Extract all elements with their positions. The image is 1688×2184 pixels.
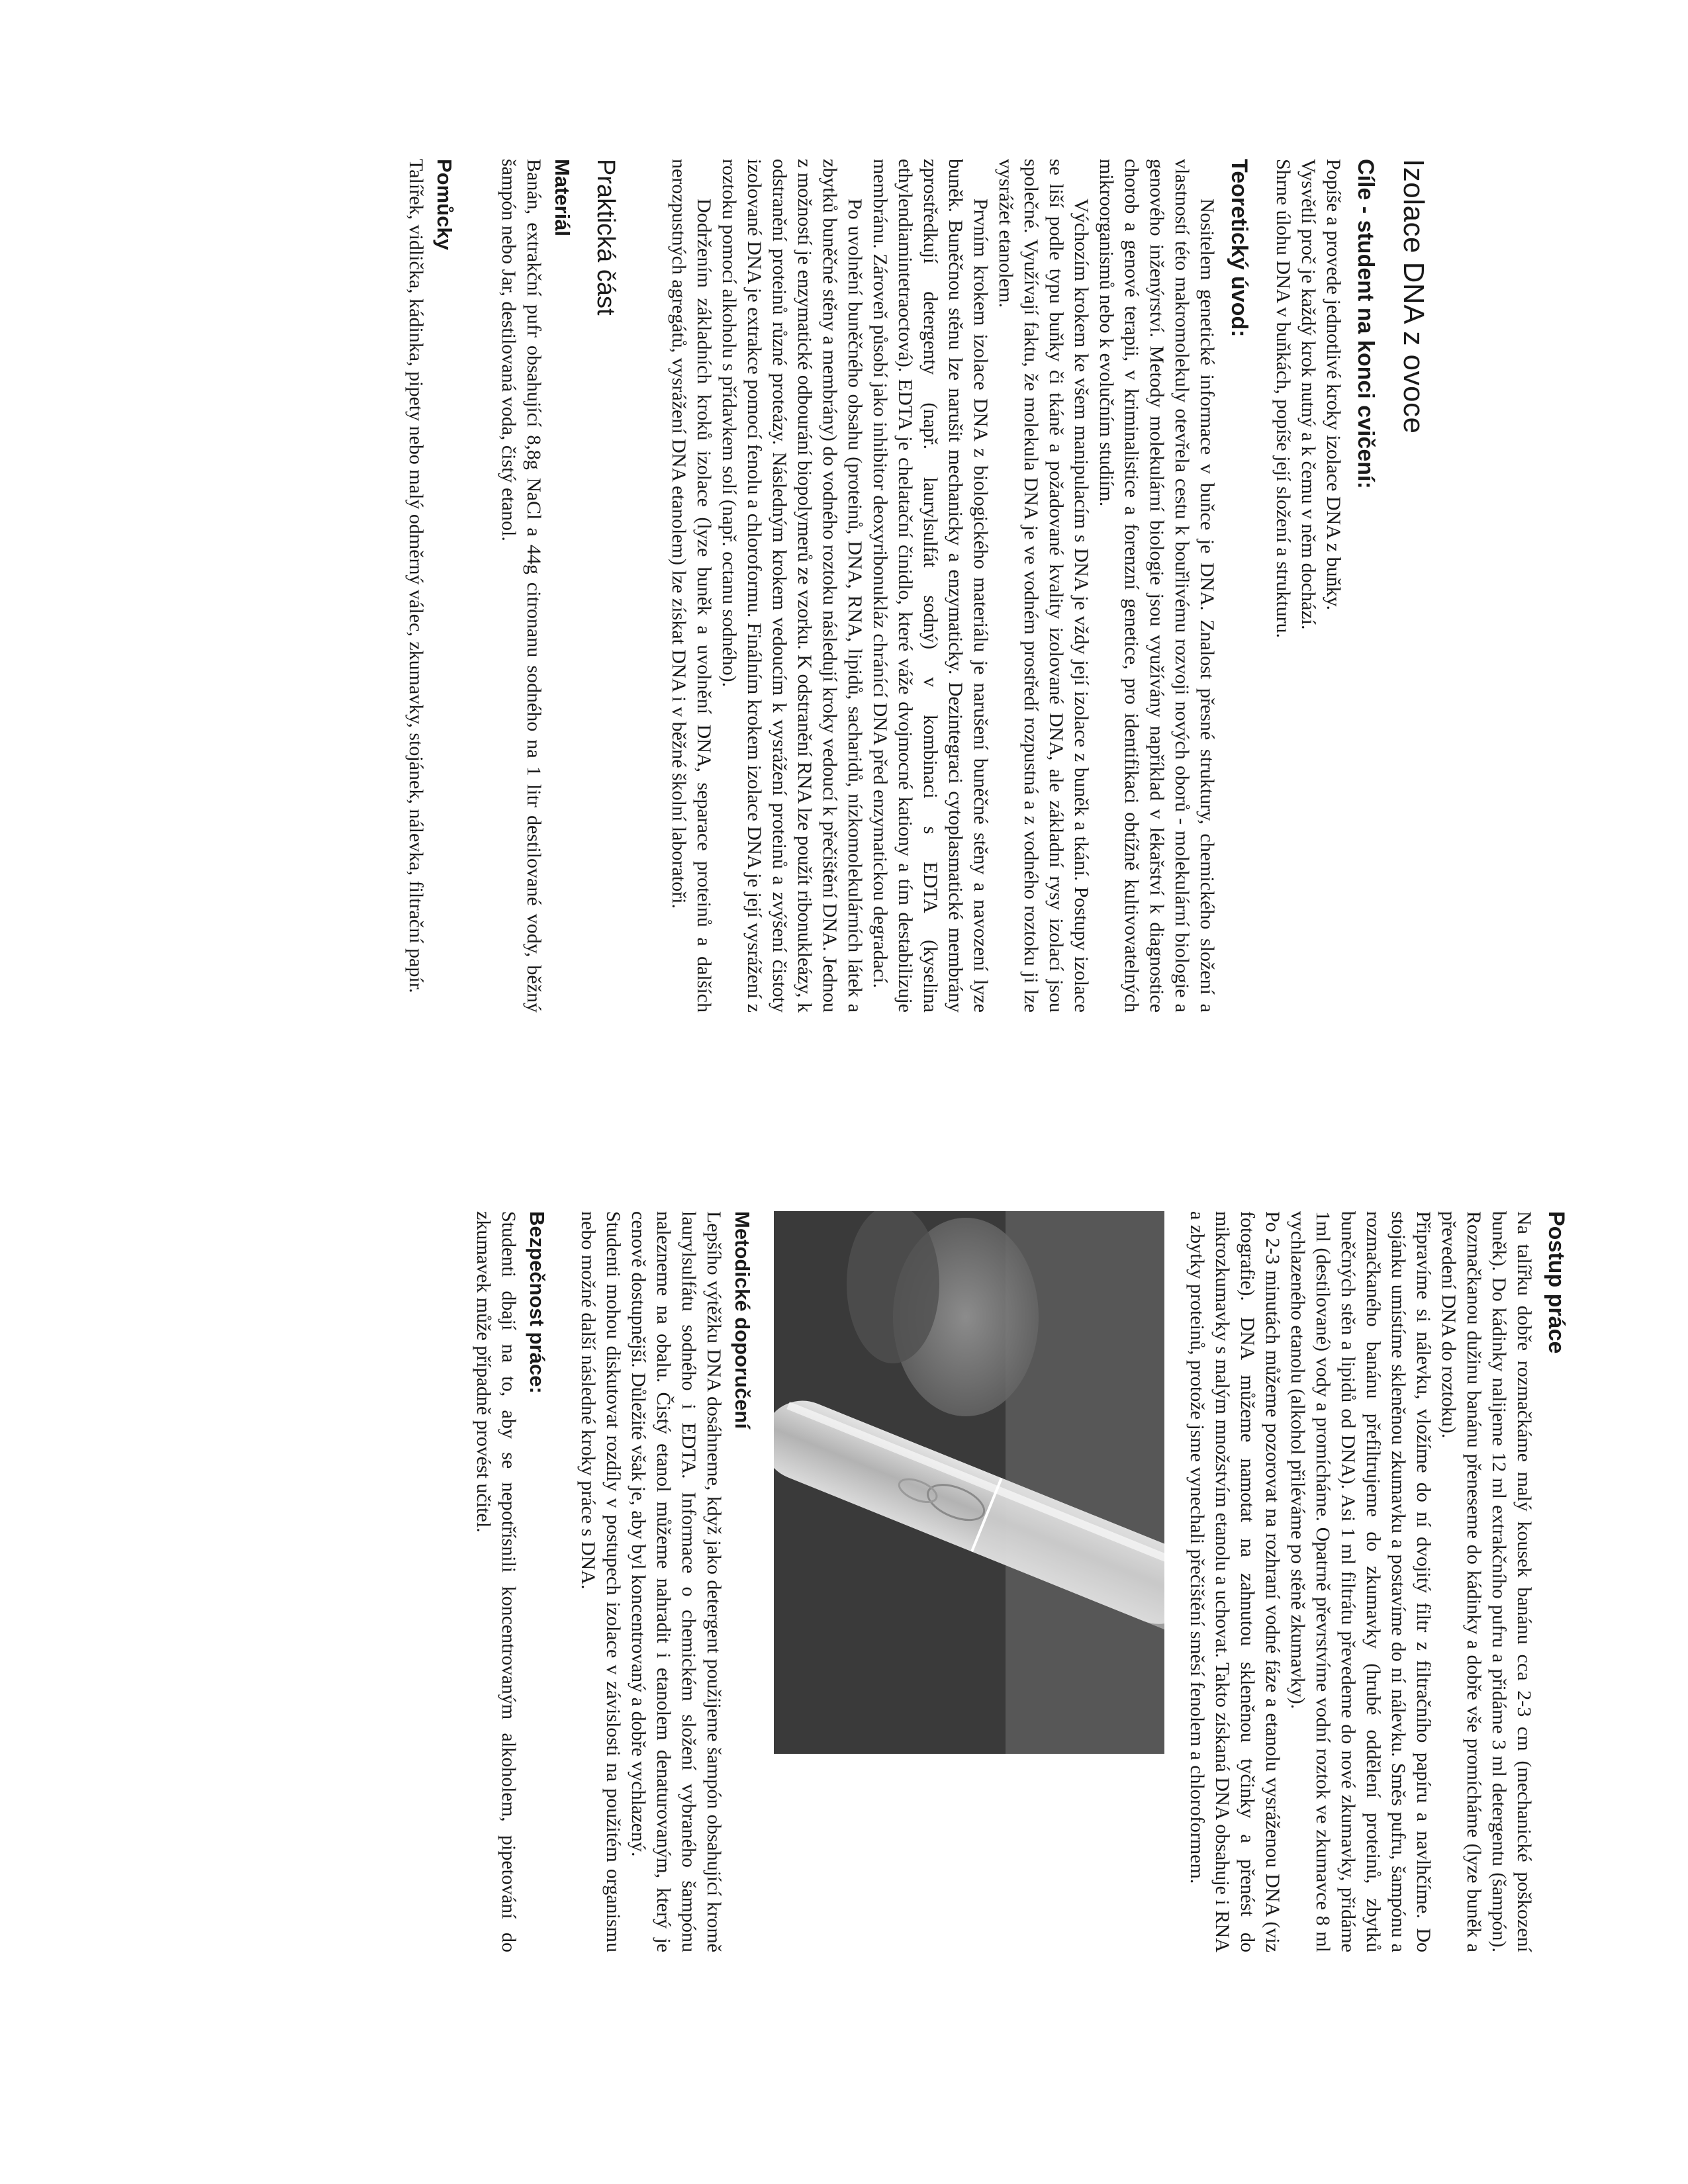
theory-paragraph: Po uvolnění buněčného obsahu (proteinů, DNA, RNA, lipidů, sacharidů, nízkomolekulárních látek a zbytků buněčné stěny a membrány) do vodného roztoku následují kroky vedoucí k přečištění DNA. Jednou z možností je enzymatické odbourání biopolymerů ze vzorku. K odstranění RNA lze použít ribonukleázy, k odstranění proteinů různé proteázy. Následným krokem vedoucím k vysrážení proteinů a zvýšení čistoty izolované DNA je extrakce pomocí fenolu a chloroformu. Finálním krokem izolace DNA je její vysrážení z roztoku pomocí alkoholu s přídavkem solí (např. octanu sodného). [718, 159, 866, 1013]
practical-heading: Praktická část [592, 159, 620, 316]
safety-heading: Bezpečnost práce: [526, 1211, 549, 1394]
test-tube-photo [774, 1211, 1164, 1754]
procedure-paragraph: Po 2-3 minutách můžeme pozorovat na rozhraní vodné fáze a etanolu vysráženou DNA (viz fotografie). DNA můžeme namotat na zahnutou skleněnou tyčinky a přenést do mikrozkumavky s malým množstvím etanolu a uchovat. Takto získaná DNA obsahuje i RNA a zbytky proteinů, protože jsme vynechali přečištění směsí fenolem a chloroformem. [1186, 1211, 1284, 1952]
goal-line: Shrne úlohu DNA v buňkách, popíše její složení a strukturu. [1272, 159, 1294, 639]
material-text: Banán, extrakční pufr obsahující 8,8g NaCl a 44g citronanu sodného na 1 litr destilované vody, běžný šampón nebo Jar, destilovaná voda, čistý etanol. [498, 159, 545, 1013]
safety-text: Studenti dbají na to, aby se nepotřísnili koncentrovaným alkoholem, pipetování do zkumavek může případně provést učitel. [473, 1211, 520, 1952]
test-tube-photo-icon [774, 1211, 1164, 1754]
theory-paragraph: Dodržením základních kroků izolace (lyze buněk a uvolnění DNA, separace proteinů a dalších nerozpustných agregátů, vysrážení DNA etanolem) lze získat DNA i v běžné školní laboratoři. [668, 159, 715, 1013]
goal-line: Popíše a provede jednotlivé kroky izolace DNA z buňky. [1323, 159, 1344, 611]
goals-heading: Cíle - student na konci cvičení: [1353, 159, 1378, 489]
material-heading: Materiál [551, 159, 574, 237]
theory-paragraph: Nositelem genetické informace v buňce je DNA. Znalost přesné struktury, chemického složení a vlastností této makromolekuly otevřela cestu k bouřlivému rozvoji nových oborů - molekulární biologie a genového inženýrství. Metody molekulární biologie jsou využívány například v lékařství k diagnostice chorob a genové terapii, v kriminalistice a forenzní genetice, pro identifikaci obtížně kultivovatelných mikroorganismů nebo k evolučním studiím. [1096, 159, 1218, 1013]
theory-paragraph: Výchozím krokem ke všem manipulacím s DNA je vždy její izolace z buněk a tkání. Postupy izolace se liší podle typu buňky či tkáně a požadované kvality izolované DNA, ale základní rysy izolací jsou společné. Využívají faktu, že molekula DNA je ve vodném prostředí rozpustná a z vodného roztoku ji lze vysrážet etanolem. [995, 159, 1092, 1013]
left-column [403, 159, 1430, 1013]
right-column [471, 1211, 1569, 1952]
methodical-paragraph: Studenti mohou diskutovat rozdíly v postupech izolace v závislosti na použitém organismu nebo možné další následné kroky práce s DNA. [577, 1211, 624, 1952]
procedure-heading: Postup práce [1544, 1211, 1569, 1354]
page-title: Izolace DNA z ovoce [1397, 159, 1430, 434]
theory-heading: Teoretický úvod: [1227, 159, 1252, 338]
methodical-paragraph: Lepšího výtěžku DNA dosáhneme, když jako detergent použijeme šampón obsahující kromě laurylsulfátu sodného i EDTA. Informace o chemickém složení vybraného šampónu nalezneme na obalu. Čistý etanol můžeme nahradit i etanolem denaturovaným, který je cenově dostupnější. Důležité však je, aby byl koncentrovaný a dobře vychlazený. [628, 1211, 725, 1952]
goal-line: Vysvětlí proč je každý krok nutný a k čemu v něm dochází. [1297, 159, 1319, 630]
methodical-heading: Metodické doporučení [731, 1211, 754, 1429]
tools-text: Talířek, vidlička, kádinka, pipety nebo malý odměrný válec, zkumavky, stojánek, nálevka, filtrační papír. [405, 159, 427, 993]
theory-paragraph: Prvním krokem izolace DNA z biologického materiálu je narušení buněčné stěny a navození lyze buněk. Buněčnou stěnu lze narušit mechanicky a enzymaticky. Dezintegraci cytoplasmatické membrány zprostředkují detergenty (např. laurylsulfát sodný) v kombinaci s EDTA (kyselina ethylendiamintetraoctová). EDTA je chelatační činidlo, které váže dvojmocné kationy a tím destabilizuje membránu. Zároveň působí jako inhibitor deoxyribonukláz chránící DNA před enzymatickou degradací. [869, 159, 992, 1013]
procedure-paragraph: Připravíme si nálevku, vložíme do ní dvojitý filtr z filtračního papíru a navlhčíme. Do stojánku umístíme skleněnou zkumavku a postavíme do ní nálevku. Směs pufru, šampónu a rozmačkaného banánu přefiltrujeme do zkumavky (hrubé oddělení proteinů, zbytků buněčných stěn a lipidů od DNA). Asi 1 ml filtrátu převedeme do nové zkumavky, přidáme 1ml (destilované) vody a promícháme. Opatrně převrstvíme vodní roztok ve zkumavce 8 ml vychlazeného etanolu (alkohol přiléváme po stěně zkumavky). [1287, 1211, 1434, 1952]
procedure-paragraph: Na talířku dobře rozmačkáme malý kousek banánu cca 2-3 cm (mechanické poškození buněk). Do kádinky nalijeme 12 ml extrakčního pufru a přidáme 3 ml detergentu (šampón). Rozmačkanou dužinu banánu přeneseme do kádinky a dobře vše promícháme (lyze buněk a převedení DNA do roztoku). [1438, 1211, 1535, 1952]
tools-heading: Pomůcky [433, 159, 456, 250]
